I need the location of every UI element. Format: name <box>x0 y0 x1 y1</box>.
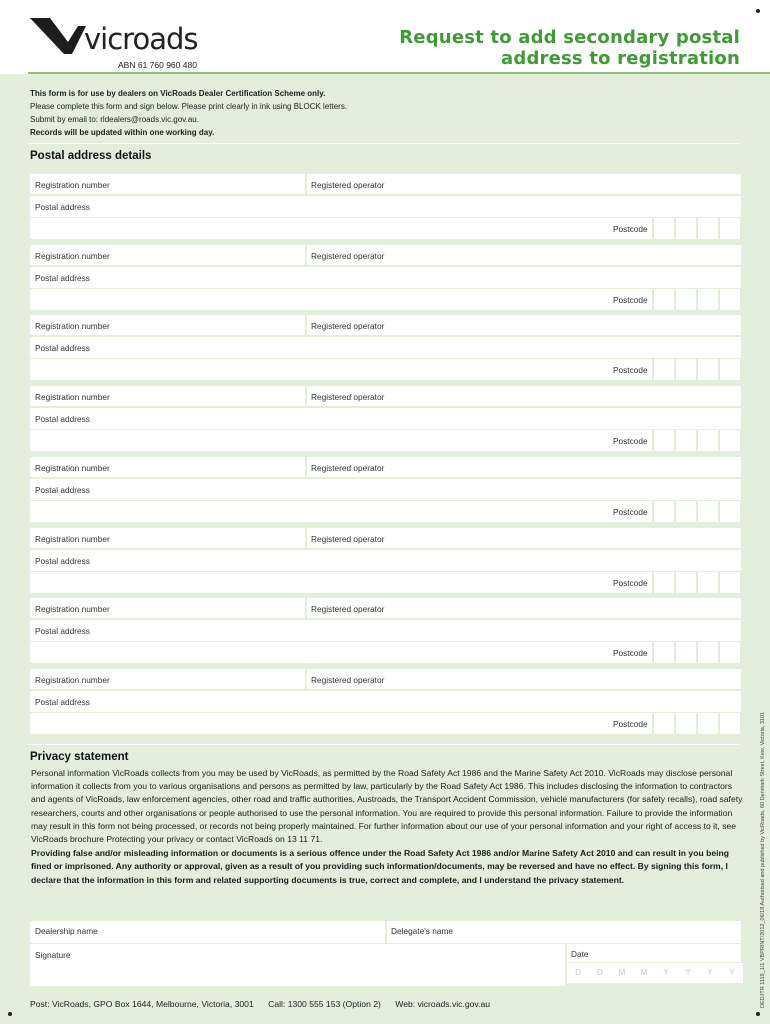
registered-operator-field[interactable] <box>307 386 741 406</box>
registration-number-label: Registration number <box>35 392 110 402</box>
postcode-digit-box[interactable] <box>653 289 674 310</box>
postal-address-line2-field[interactable] <box>30 713 652 734</box>
signature-label: Signature <box>35 950 71 960</box>
section-divider <box>28 744 740 745</box>
registration-mark <box>756 1012 760 1016</box>
postal-address-line2-field[interactable] <box>30 501 652 522</box>
registration-number-field[interactable] <box>30 528 305 548</box>
intro-line-2: Please complete this form and sign below. Please print clearly in ink using BLOCK letters. <box>30 102 348 111</box>
form-title-line1: Request to add secondary postal <box>399 27 740 48</box>
postcode-digit-box[interactable] <box>675 642 696 663</box>
postcode-digit-box[interactable] <box>675 359 696 380</box>
registration-mark <box>756 9 760 13</box>
privacy-body: Personal information VicRoads collects from you may be used by VicRoads, as permitted by the Road Safety Act 1986 and the Marine Safety Act 2010. VicRoads may disclose personal information it collects from you to various organisations and persons as permitted by law, particularly by the Road Safety Act 1986. This includes disclosing the information to contractors and agents of VicRoads, law enforcement agencies, other road and traffic authorities, Austroads, the Transport Accident Commission, vehicle manufacturers (for safety recalls), road safety researchers, courts and other organisations or people authorised to use the personal information. You are required to provide this personal information. Failure to provide the information may result in this form not being processed, or records not being properly maintained. For further information about our use of your personal information and your right of access to it, see VicRoads brochure Protecting your privacy or contact VicRoads on 13 11 71. <box>31 768 743 845</box>
postcode-digit-box[interactable] <box>697 430 718 451</box>
postal-address-field[interactable] <box>30 550 741 571</box>
delegate-name-field[interactable] <box>387 921 741 943</box>
postcode-label: Postcode <box>613 648 648 658</box>
postal-address-label: Postal address <box>35 626 90 636</box>
header-divider <box>28 72 770 74</box>
postcode-digit-box[interactable] <box>653 713 674 734</box>
publication-note: DEDJTR 1119_1/1 VBPRINT/2012_06/18 Authorised and published by VicRoads, 60 Denmark Street, Kew, Victoria, 3101 <box>760 711 766 1008</box>
registered-operator-field[interactable] <box>307 174 741 194</box>
delegate-name-label: Delegate's name <box>391 926 454 936</box>
registered-operator-field[interactable] <box>307 245 741 265</box>
postcode-digit-box[interactable] <box>675 501 696 522</box>
postcode-digit-box[interactable] <box>697 359 718 380</box>
registration-number-label: Registration number <box>35 463 110 473</box>
postal-address-field[interactable] <box>30 691 741 712</box>
postal-address-line2-field[interactable] <box>30 359 652 380</box>
postcode-digit-box[interactable] <box>653 430 674 451</box>
registered-operator-field[interactable] <box>307 457 741 477</box>
signature-field[interactable] <box>30 944 565 986</box>
postcode-digit-box[interactable] <box>675 713 696 734</box>
registration-number-field[interactable] <box>30 669 305 689</box>
postcode-digit-box[interactable] <box>697 501 718 522</box>
postcode-digit-box[interactable] <box>719 642 740 663</box>
registered-operator-label: Registered operator <box>311 180 385 190</box>
postal-address-field[interactable] <box>30 408 741 429</box>
registered-operator-label: Registered operator <box>311 321 385 331</box>
postcode-digit-box[interactable] <box>719 713 740 734</box>
registered-operator-label: Registered operator <box>311 463 385 473</box>
registered-operator-field[interactable] <box>307 598 741 618</box>
postcode-digit-box[interactable] <box>675 430 696 451</box>
postal-entry <box>30 174 741 240</box>
dealership-name-field[interactable] <box>30 921 385 943</box>
registered-operator-label: Registered operator <box>311 675 385 685</box>
date-digit-box[interactable]: Y <box>677 963 699 983</box>
postcode-digit-box[interactable] <box>719 501 740 522</box>
form-title-line2: address to registration <box>501 48 740 69</box>
postcode-label: Postcode <box>613 224 648 234</box>
intro-line-1: This form is for use by dealers on VicRoads Dealer Certification Scheme only. <box>30 89 326 98</box>
postal-entry <box>30 669 741 735</box>
postal-address-field[interactable] <box>30 337 741 358</box>
postal-address-label: Postal address <box>35 556 90 566</box>
footer-web: Web: vicroads.vic.gov.au <box>395 999 490 1009</box>
registered-operator-label: Registered operator <box>311 604 385 614</box>
date-digit-box[interactable]: Y <box>721 963 743 983</box>
postal-address-label: Postal address <box>35 343 90 353</box>
postcode-label: Postcode <box>613 295 648 305</box>
registered-operator-field[interactable] <box>307 315 741 335</box>
postcode-digit-box[interactable] <box>653 501 674 522</box>
postcode-digit-box[interactable] <box>653 642 674 663</box>
postcode-digit-box[interactable] <box>697 713 718 734</box>
registered-operator-label: Registered operator <box>311 534 385 544</box>
registered-operator-field[interactable] <box>307 669 741 689</box>
intro-line-3: Submit by email to: rldealers@roads.vic.gov.au. <box>30 115 199 124</box>
postcode-label: Postcode <box>613 578 648 588</box>
postcode-digit-box[interactable] <box>719 359 740 380</box>
privacy-statement <box>31 767 743 888</box>
postal-entry <box>30 457 741 523</box>
postal-entry <box>30 528 741 594</box>
registration-number-label: Registration number <box>35 675 110 685</box>
registration-number-label: Registration number <box>35 534 110 544</box>
postcode-digit-box[interactable] <box>653 218 674 239</box>
postcode-label: Postcode <box>613 507 648 517</box>
postal-address-field[interactable] <box>30 267 741 288</box>
postal-entry <box>30 386 741 452</box>
registration-number-field[interactable] <box>30 598 305 618</box>
postcode-label: Postcode <box>613 436 648 446</box>
postcode-digit-box[interactable] <box>719 430 740 451</box>
date-header <box>567 944 741 962</box>
section-divider <box>28 143 740 144</box>
postal-address-label: Postal address <box>35 485 90 495</box>
registration-number-field[interactable] <box>30 174 305 194</box>
intro-line-4: Records will be updated within one working day. <box>30 128 215 137</box>
postal-address-line2-field[interactable] <box>30 430 652 451</box>
registered-operator-label: Registered operator <box>311 251 385 261</box>
postcode-digit-box[interactable] <box>653 359 674 380</box>
date-digit-box[interactable]: M <box>633 963 655 983</box>
postcode-digit-box[interactable] <box>697 642 718 663</box>
header <box>0 0 770 74</box>
postcode-digit-box[interactable] <box>675 572 696 593</box>
date-digit-box[interactable]: Y <box>655 963 677 983</box>
postal-address-label: Postal address <box>35 202 90 212</box>
footer-contact <box>30 999 502 1009</box>
postal-address-label: Postal address <box>35 414 90 424</box>
registration-number-label: Registration number <box>35 604 110 614</box>
date-digit-box[interactable]: M <box>611 963 633 983</box>
registration-number-field[interactable] <box>30 457 305 477</box>
postal-section-title: Postal address details <box>30 150 152 162</box>
privacy-warning: Providing false and/or misleading information or documents is a serious offence under the Road Safety Act 1986 and/or Marine Safety Act 2010 and can result in you being fined or imprisoned. Any authority or approval, given as a result of you providing such information/documents, may be reversed and have no effect. By signing this form, I declare that the information in this form and related supporting documents is true, correct and complete, and I understand the privacy statement. <box>31 848 730 885</box>
form-title <box>320 27 740 69</box>
intro-text <box>30 87 730 139</box>
registration-number-label: Registration number <box>35 321 110 331</box>
postcode-digit-box[interactable] <box>697 289 718 310</box>
postcode-digit-box[interactable] <box>675 218 696 239</box>
registration-mark <box>8 1012 12 1016</box>
postal-entry <box>30 245 741 311</box>
postcode-digit-box[interactable] <box>719 289 740 310</box>
postal-address-line2-field[interactable] <box>30 642 652 663</box>
registration-number-label: Registration number <box>35 251 110 261</box>
registered-operator-field[interactable] <box>307 528 741 548</box>
postal-entry <box>30 598 741 664</box>
postal-address-line2-field[interactable] <box>30 572 652 593</box>
registration-number-field[interactable] <box>30 386 305 406</box>
registration-number-field[interactable] <box>30 245 305 265</box>
date-label: Date <box>571 949 589 959</box>
postcode-digit-box[interactable] <box>675 289 696 310</box>
date-digit-box[interactable]: Y <box>699 963 721 983</box>
postal-address-label: Postal address <box>35 273 90 283</box>
footer-call: Call: 1300 555 153 (Option 2) <box>268 999 381 1009</box>
postcode-digit-box[interactable] <box>697 572 718 593</box>
postcode-digit-box[interactable] <box>697 218 718 239</box>
postal-address-field[interactable] <box>30 196 741 217</box>
date-digit-box[interactable]: D <box>589 963 611 983</box>
privacy-title: Privacy statement <box>30 751 129 763</box>
postcode-digit-box[interactable] <box>653 572 674 593</box>
postal-address-line2-field[interactable] <box>30 289 652 310</box>
brand-wordmark: vicroads <box>84 22 198 56</box>
registration-number-field[interactable] <box>30 315 305 335</box>
postal-address-field[interactable] <box>30 620 741 641</box>
postal-address-line2-field[interactable] <box>30 218 652 239</box>
postal-address-field[interactable] <box>30 479 741 500</box>
date-digit-box[interactable]: D <box>567 963 589 983</box>
postcode-label: Postcode <box>613 365 648 375</box>
postcode-digit-box[interactable] <box>719 572 740 593</box>
postal-entry <box>30 315 741 381</box>
registration-number-label: Registration number <box>35 180 110 190</box>
abn-number: ABN 61 760 960 480 <box>118 60 197 70</box>
dealership-name-label: Dealership name <box>35 926 98 936</box>
registered-operator-label: Registered operator <box>311 392 385 402</box>
footer-post: Post: VicRoads, GPO Box 1644, Melbourne, Victoria, 3001 <box>30 999 254 1009</box>
postal-address-label: Postal address <box>35 697 90 707</box>
postcode-label: Postcode <box>613 719 648 729</box>
postcode-digit-box[interactable] <box>719 218 740 239</box>
